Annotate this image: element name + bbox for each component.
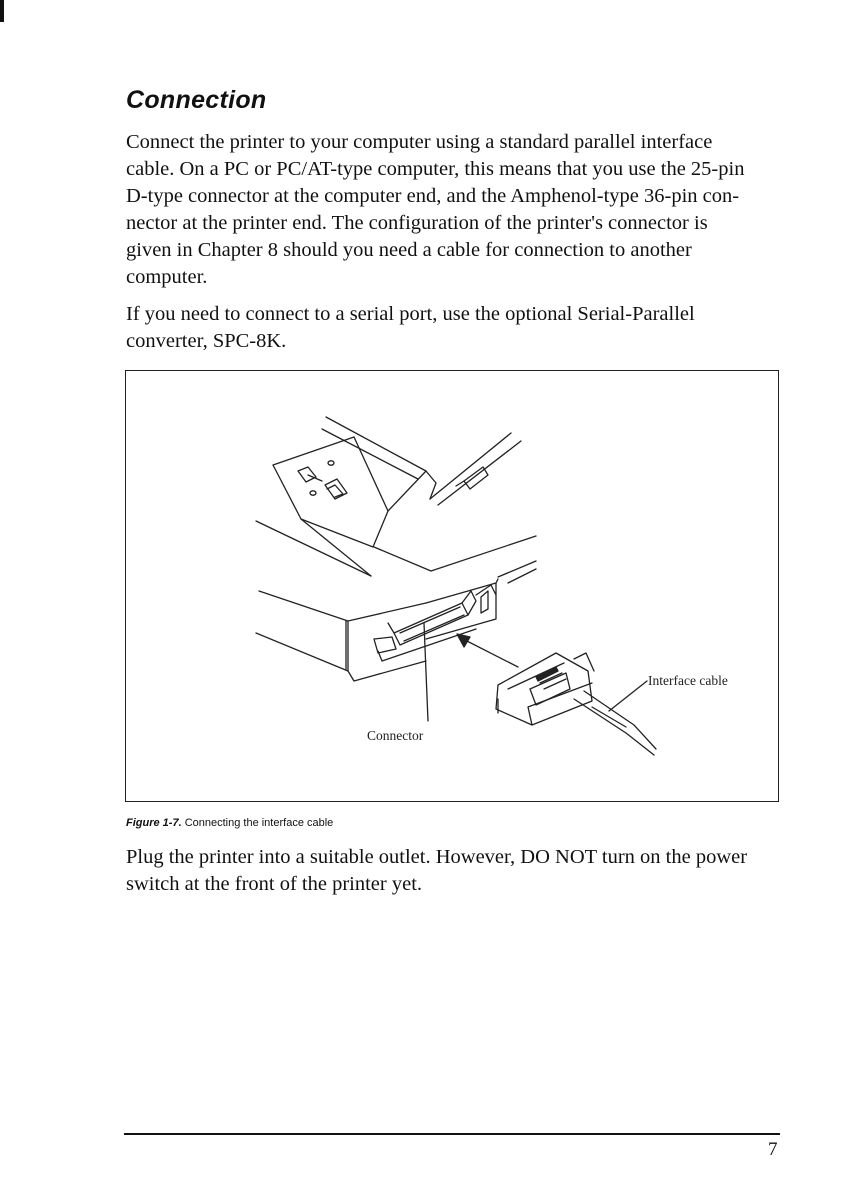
interface-cable xyxy=(574,691,656,755)
insertion-arrow xyxy=(457,634,518,667)
printer-top-panel xyxy=(256,417,536,576)
section-heading: Connection xyxy=(126,86,267,114)
figure-caption xyxy=(126,817,333,829)
callout-leaders xyxy=(424,623,647,721)
page-number: 7 xyxy=(768,1139,778,1160)
footer-rule xyxy=(124,1133,780,1135)
figure-caption-text: Connecting the interface cable xyxy=(184,817,334,829)
paragraph-connection-intro: Connect the printer to your computer using a standard parallel interface cable. On a PC or PC/AT-type computer, this means that you use the 25-pin D-type connector at the computer end, and the Amphenol-type 36-pin con- nector at the printer end. The configuration of the printer's connector is given in Chapter 8 should you need a cable for connection to another computer. xyxy=(126,131,745,288)
printer-connector xyxy=(388,585,496,645)
printer-body xyxy=(256,561,536,681)
figure-connecting-interface-cable xyxy=(125,370,779,802)
printer-illustration xyxy=(126,371,780,803)
connector-callout-label: Connector xyxy=(367,728,424,743)
figure-caption-number: Figure 1-7. xyxy=(126,817,182,829)
paragraph-serial-port: If you need to connect to a serial port, use the optional Serial-Parallel converter, SPC-8K. xyxy=(126,303,695,352)
interface-cable-callout-label: Interface cable xyxy=(648,673,728,688)
paragraph-power-warning: Plug the printer into a suitable outlet. However, DO NOT turn on the power switch at the front of the printer yet. xyxy=(126,846,748,895)
scan-edge-mark xyxy=(0,0,4,22)
